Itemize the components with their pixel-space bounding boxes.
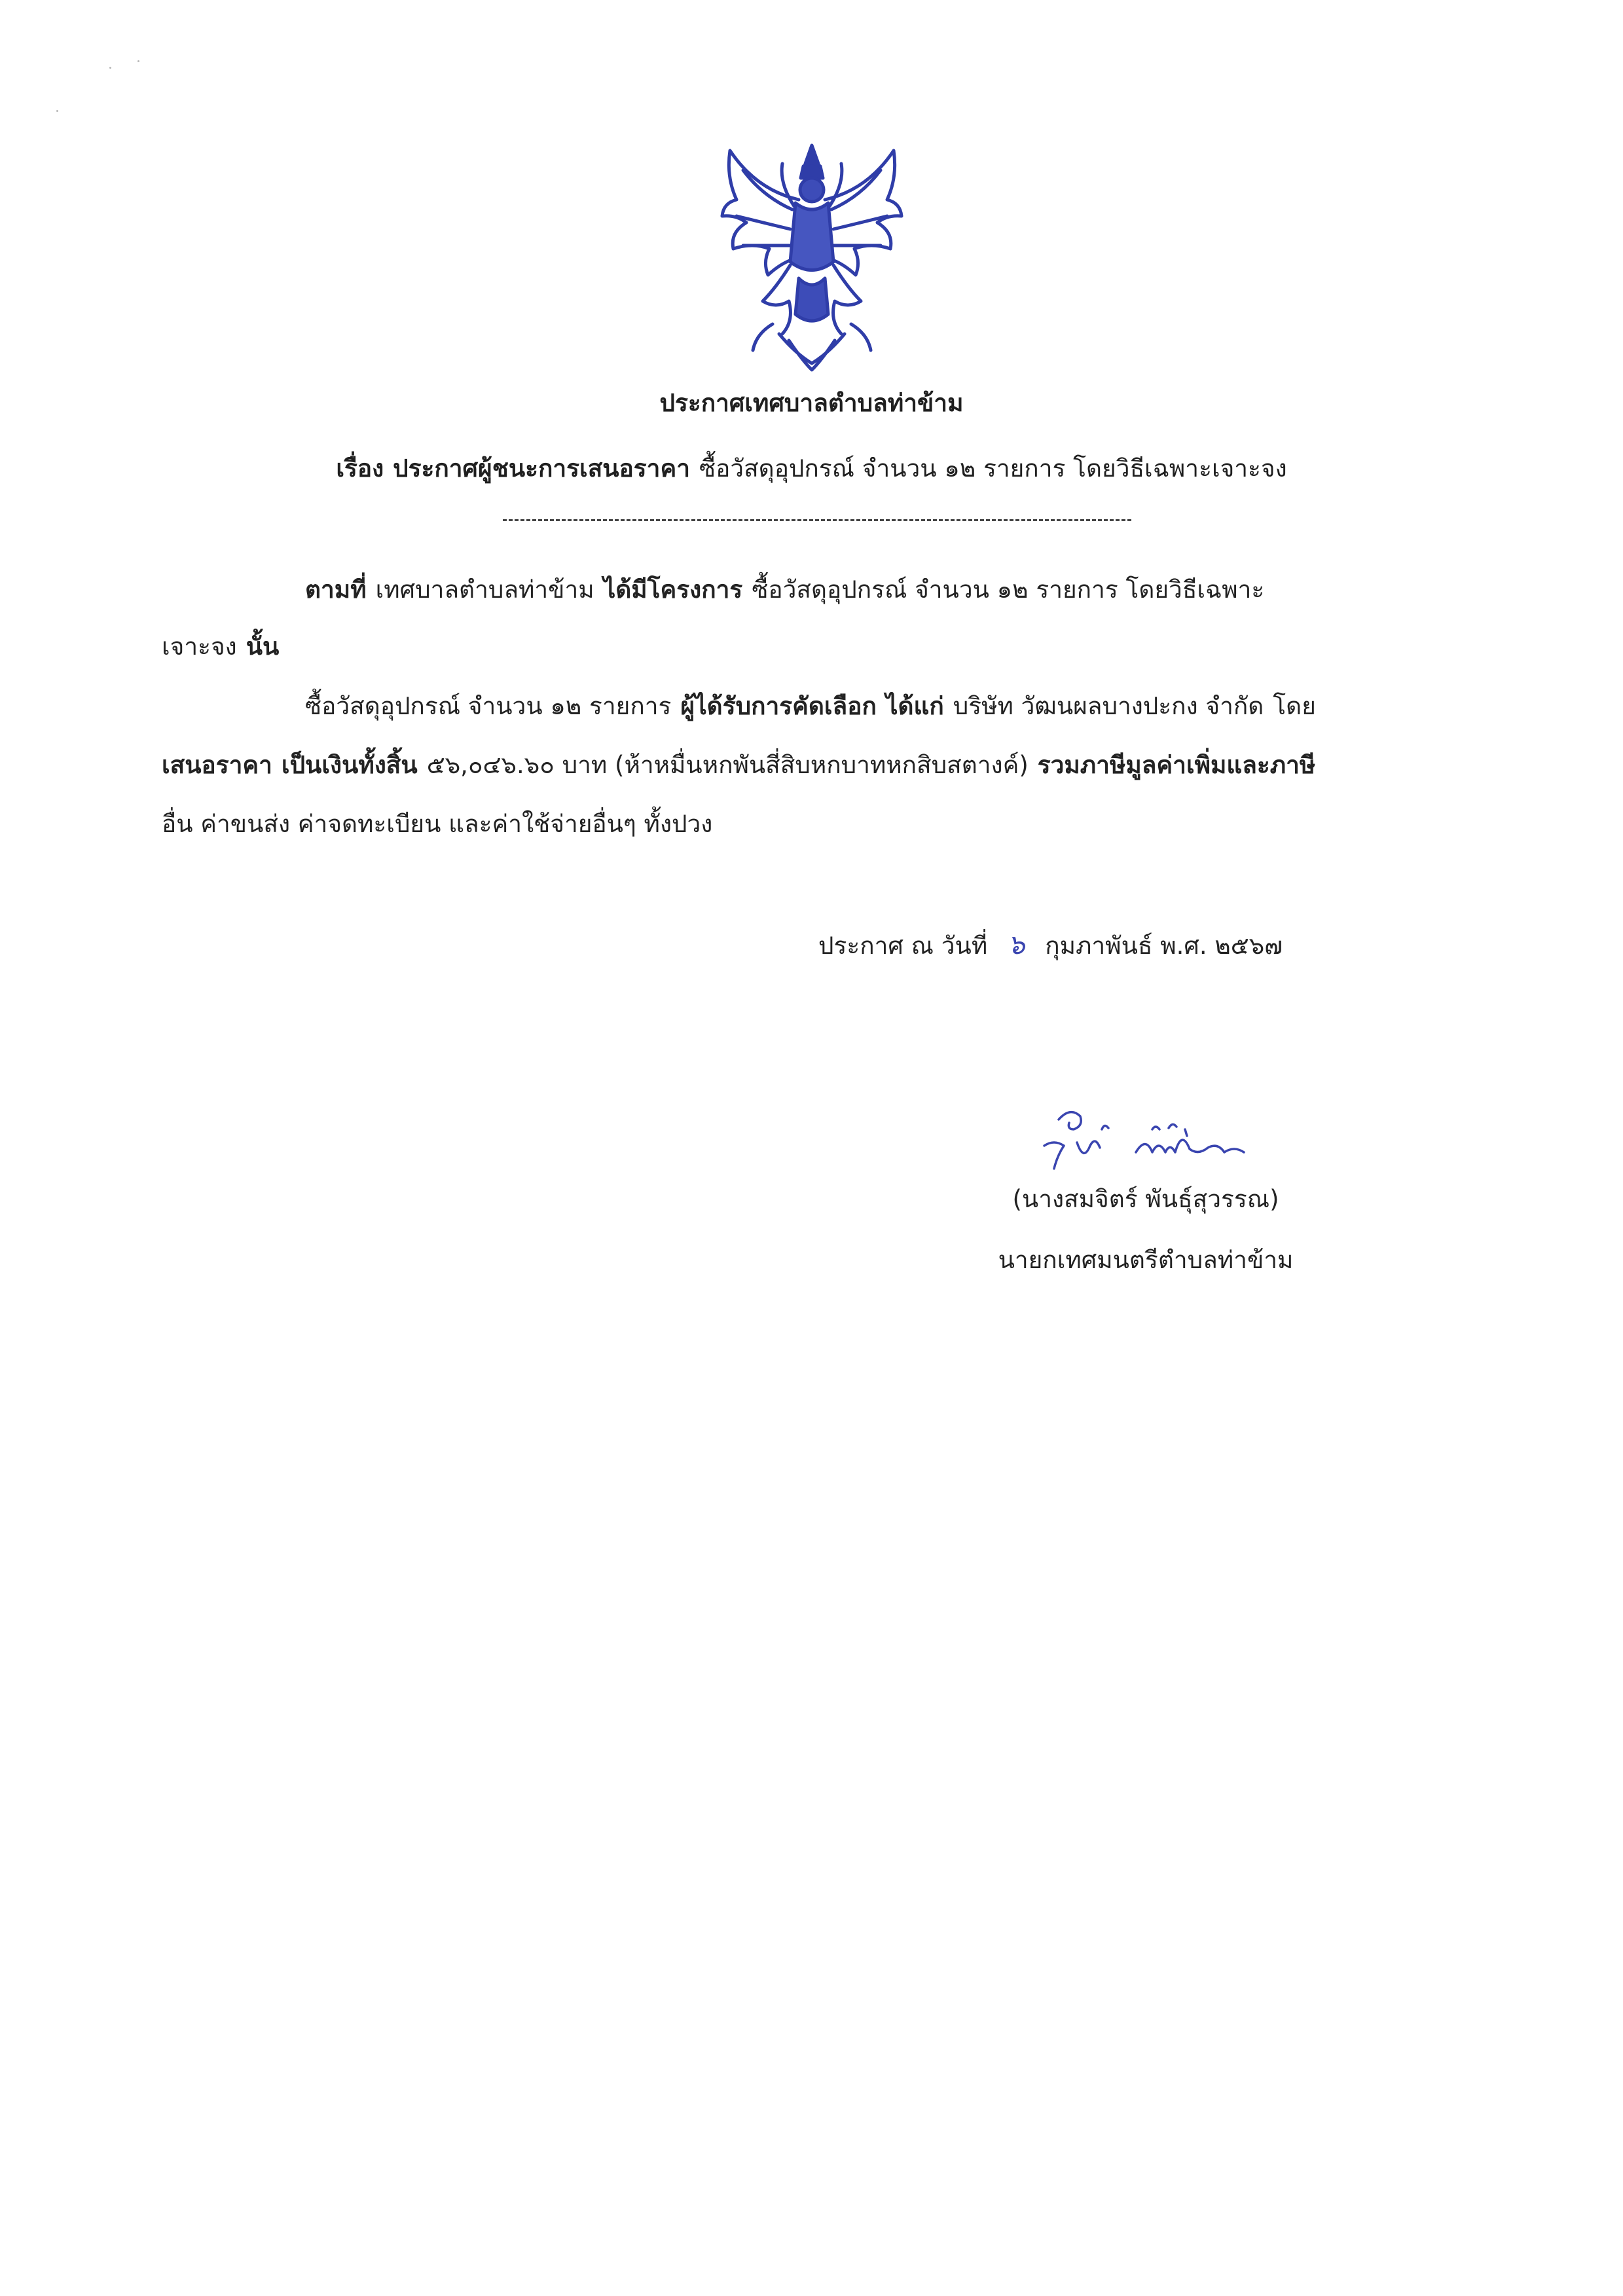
dashed-divider — [503, 519, 1131, 521]
p1-lead: ตามที่ — [305, 575, 367, 604]
p2-selected: ผู้ได้รับการคัดเลือก — [680, 692, 877, 720]
p2-by: โดย — [1273, 692, 1316, 720]
p2-total: เป็นเงินทั้งสิ้น — [281, 751, 418, 779]
signatory-position: นายกเทศมนตรีตำบลท่าข้าม — [998, 1246, 1294, 1274]
page-title: ประกาศเทศบาลตำบลท่าข้าม — [659, 389, 964, 417]
date-prefix: ประกาศ ณ วันที่ — [818, 932, 988, 960]
subject-detail: ซื้อวัสดุอุปกรณ์ จำนวน ๑๒ รายการ โดยวิธีเฉพาะเจาะจง — [699, 454, 1287, 483]
date-month-year: กุมภาพันธ์ พ.ศ. ๒๕๖๗ — [1045, 932, 1283, 960]
p2-amount: ๕๖,๐๔๖.๖๐ บาท (ห้าหมื่นหกพันสี่สิบหกบาทหกสิบสตางค์) — [426, 751, 1029, 779]
p1-end: นั้น — [246, 632, 280, 661]
handwritten-day: ๖ — [1007, 928, 1025, 960]
subject-heading: ประกาศผู้ชนะการเสนอราคา — [393, 454, 690, 483]
scan-speck — [56, 110, 58, 112]
paragraph-2-line-3: อื่น ค่าขนส่ง ค่าจดทะเบียน และค่าใช้จ่ายอื่นๆ ทั้งปวง — [162, 810, 713, 838]
subject-label: เรื่อง — [336, 454, 384, 483]
p1-project: ซื้อวัสดุอุปกรณ์ จำนวน ๑๒ รายการ โดยวิธีเฉพาะ — [752, 575, 1265, 604]
scan-speck — [109, 67, 111, 69]
paragraph-1-line-2 — [162, 632, 279, 661]
garuda-emblem-icon — [717, 137, 907, 374]
p2-item: ซื้อวัสดุอุปกรณ์ จำนวน ๑๒ รายการ — [305, 692, 672, 720]
paragraph-2-line-1 — [305, 692, 1316, 721]
handwritten-signature — [1018, 1090, 1273, 1182]
p1-mid: ได้มีโครงการ — [603, 575, 743, 604]
paragraph-1-line-1 — [305, 575, 1264, 604]
p2-namely: ได้แก่ — [885, 692, 944, 720]
scan-speck — [137, 60, 139, 62]
p1-cont: เจาะจง — [162, 632, 237, 661]
p1-agency: เทศบาลตำบลท่าข้าม — [375, 575, 594, 604]
p2-offer: เสนอราคา — [162, 751, 272, 779]
document-subject — [0, 454, 1623, 483]
announcement-date — [818, 928, 1283, 961]
paragraph-2-line-2 — [162, 751, 1315, 780]
p2-company: บริษัท วัฒนผลบางปะกง จำกัด — [953, 692, 1264, 720]
p2-vat: รวมภาษีมูลค่าเพิ่มและภาษี — [1037, 751, 1316, 779]
signatory-name: (นางสมจิตร์ พันธุ์สุวรรณ) — [1012, 1185, 1279, 1213]
